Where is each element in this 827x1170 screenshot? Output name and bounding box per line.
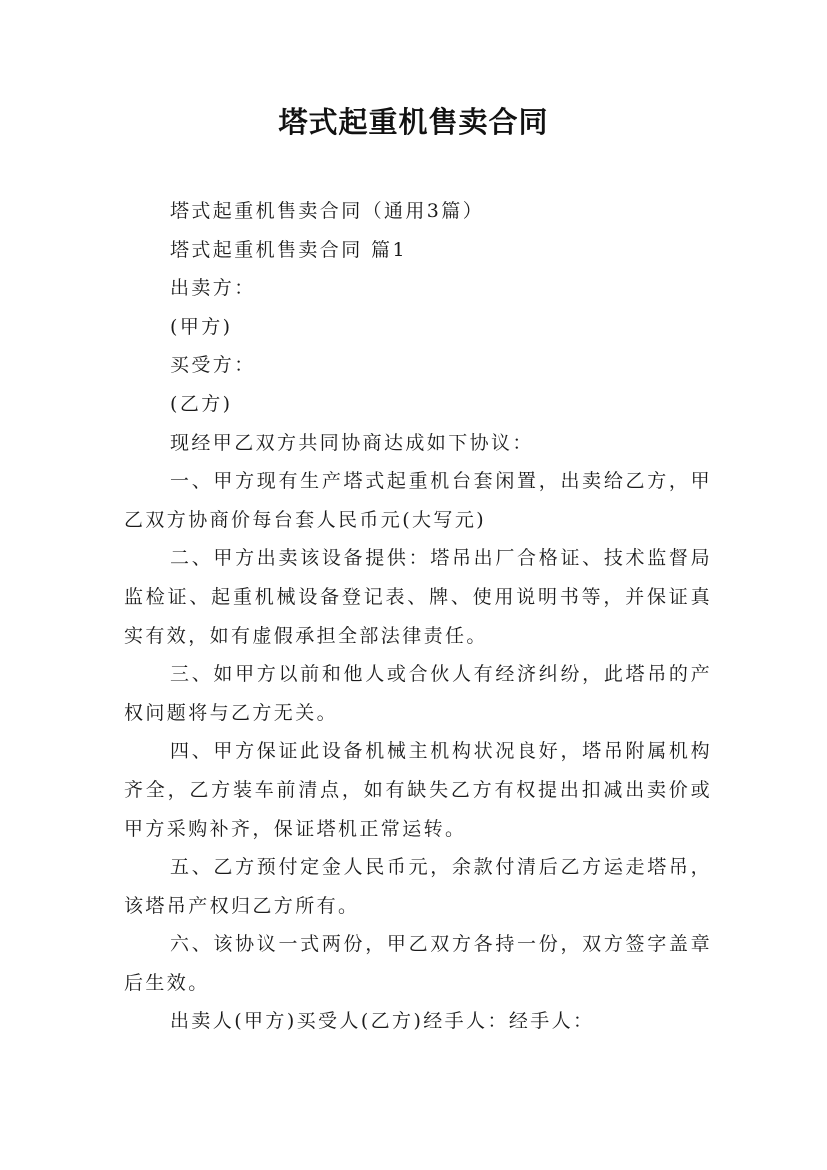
document-body	[124, 192, 712, 1041]
paragraph: 二、甲方出卖该设备提供：塔吊出厂合格证、技术监督局监检证、起重机械设备登记表、牌、使用说明书等，并保证真实有效，如有虚假承担全部法律责任。	[124, 547, 712, 647]
paragraph: 出卖方：	[170, 277, 256, 300]
paragraph: 出卖人(甲方)买受人(乙方)经手人：经手人：	[170, 1010, 595, 1033]
paragraph: 塔式起重机售卖合同（通用3篇）	[170, 200, 485, 222]
paragraph: (甲方)	[170, 315, 233, 338]
paragraph: 五、乙方预付定金人民币元，余款付清后乙方运走塔吊，该塔吊产权归乙方所有。	[124, 856, 712, 917]
paragraph: (乙方)	[170, 392, 233, 415]
paragraph: 塔式起重机售卖合同 篇1	[170, 238, 407, 261]
paragraph: 一、甲方现有生产塔式起重机台套闲置，出卖给乙方，甲乙双方协商价每台套人民币元(大写元)	[124, 470, 712, 531]
document-title: 塔式起重机售卖合同	[278, 105, 549, 139]
paragraph: 现经甲乙双方共同协商达成如下协议：	[170, 431, 534, 454]
paragraph: 三、如甲方以前和他人或合伙人有经济纠纷，此塔吊的产权问题将与乙方无关。	[124, 663, 712, 724]
paragraph: 四、甲方保证此设备机械主机构状况良好，塔吊附属机构齐全，乙方装车前清点，如有缺失乙方有权提出扣减出卖价或甲方采购补齐，保证塔机正常运转。	[124, 740, 712, 840]
paragraph: 买受方：	[170, 354, 256, 377]
paragraph: 六、该协议一式两份，甲乙双方各持一份，双方签字盖章后生效。	[124, 933, 712, 994]
